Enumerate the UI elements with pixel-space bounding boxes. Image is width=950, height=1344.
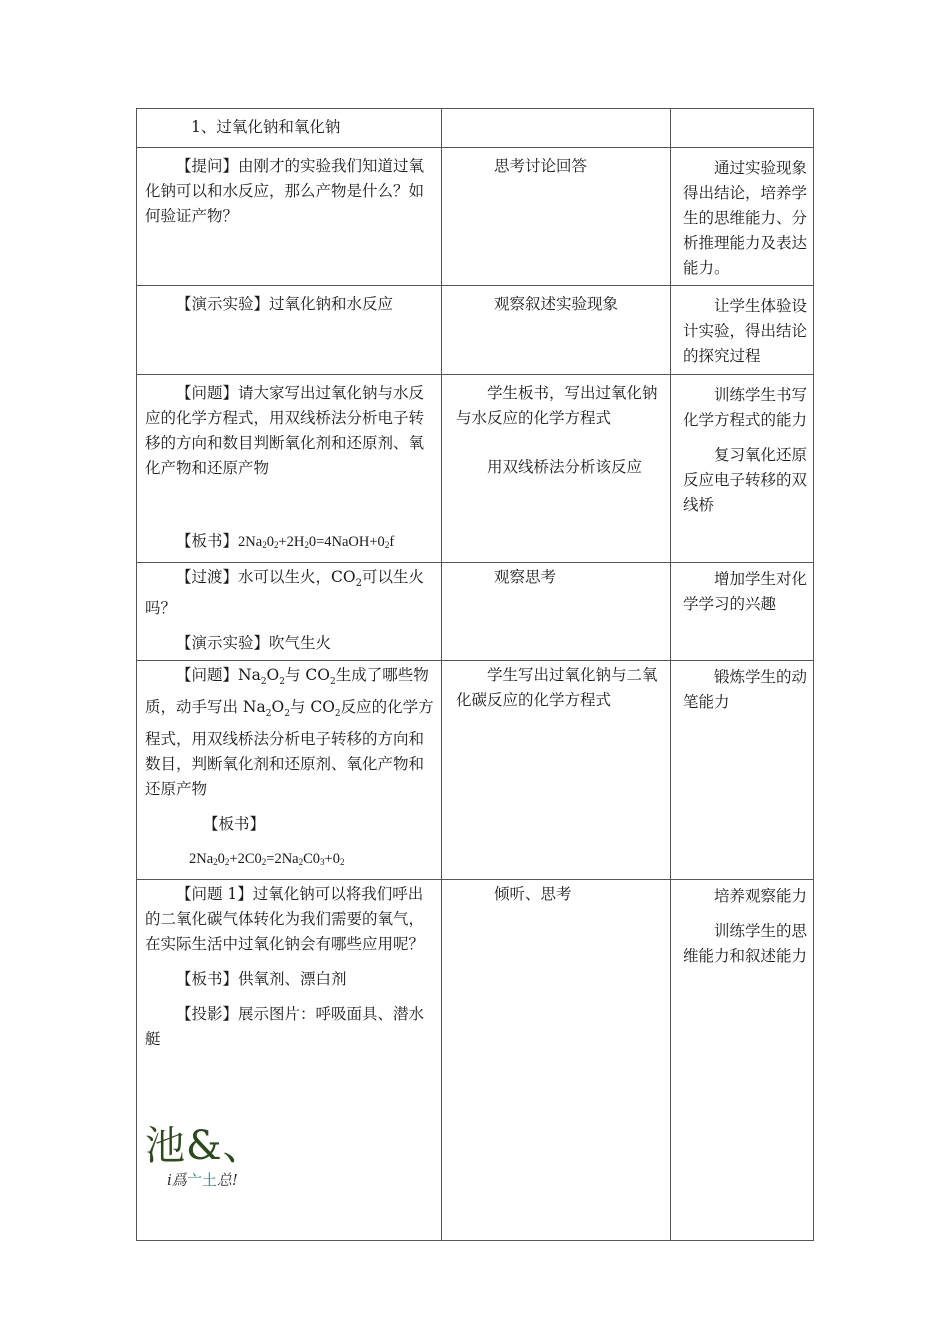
design-intent-cell	[671, 286, 814, 375]
question-text: 【提问】由刚才的实验我们知道过氧化钠可以和水反应，那么产物是什么？如何验证产物？	[145, 157, 425, 225]
table-row	[137, 286, 814, 375]
student-activity-cell	[442, 375, 671, 563]
teacher-activity-cell	[137, 563, 442, 661]
question-text: 【问题】$Na_2O_2$与 $CO_2$生成了哪些物质，动手写出 $Na_2O_2$与 $CO_2$反应的化学方程式，用双线桥法分析电子转移的方向和数目，判断氧化剂和还原剂、氧化产物和还原产物	[145, 666, 434, 799]
design-intent-cell	[671, 148, 814, 286]
student-activity-text: 学生板书，写出过氧化钠与水反应的化学方程式	[456, 384, 658, 427]
equation-na2o2-co2: $2Na_20_2+2C0_2=2Na_2C0_3+0_2$	[189, 851, 345, 868]
student-activity-cell	[442, 109, 671, 148]
student-activity-text: 倾听、思考	[494, 885, 572, 904]
demo-experiment-text: 【演示实验】吹气生火	[176, 634, 332, 653]
board-label: 【板书】	[203, 815, 266, 834]
design-intent-cell	[671, 109, 814, 148]
student-activity-text: 观察叙述实验现象	[494, 295, 619, 313]
design-intent-text: 通过实验现象得出结论，培养学生的思维能力、分析推理能力及表达能力。	[683, 159, 808, 277]
design-intent-text: 训练学生的思维能力和叙述能力	[683, 922, 808, 966]
student-activity-cell	[442, 661, 671, 880]
teacher-activity-cell	[137, 880, 442, 1241]
student-activity-text: 思考讨论回答	[494, 157, 588, 175]
design-intent-text: 培养观察能力	[714, 887, 808, 906]
section-heading: 1、过氧化钠和氧化钠	[191, 118, 341, 136]
teacher-activity-cell	[137, 286, 442, 375]
teacher-activity-cell	[137, 109, 442, 148]
student-activity-text: 观察思考	[494, 568, 557, 586]
board-note: 【板书】供氧剂、漂白剂	[176, 970, 347, 989]
student-activity-cell	[442, 563, 671, 661]
student-activity-cell	[442, 148, 671, 286]
design-intent-text: 增加学生对化学学习的兴趣	[683, 570, 808, 613]
teacher-activity-cell	[137, 661, 442, 880]
table-row	[137, 109, 814, 148]
teacher-activity-cell	[137, 148, 442, 286]
equation-na2o2-h2o: $2Na_20_2+2H_20=4NaOH+0_2f$	[238, 534, 395, 550]
design-intent-text: 复习氧化还原反应电子转移的双线桥	[683, 446, 808, 514]
table-row	[137, 880, 814, 1241]
board-label: 【板书】	[176, 532, 239, 550]
table-row	[137, 661, 814, 880]
design-intent-cell	[671, 563, 814, 661]
design-intent-cell	[671, 375, 814, 563]
handwritten-stamp: 池&、 i爲亠土总!	[145, 1123, 264, 1190]
design-intent-cell	[671, 661, 814, 880]
question-text: 【问题 1】过氧化钠可以将我们呼出的二氧化碳气体转化为我们需要的氧气，在实际生活中过氧化钠会有哪些应用呢？	[145, 885, 425, 954]
demo-experiment-text: 【演示实验】过氧化钠和水反应	[176, 295, 394, 313]
table-row	[137, 148, 814, 286]
teacher-activity-cell	[137, 375, 442, 563]
design-intent-cell	[671, 880, 814, 1241]
table-row	[137, 375, 814, 563]
design-intent-text: 训练学生书写化学方程式的能力	[683, 386, 808, 429]
student-activity-cell	[442, 880, 671, 1241]
design-intent-text: 锻炼学生的动笔能力	[683, 668, 808, 712]
table-row	[137, 563, 814, 661]
board-note	[145, 529, 435, 558]
transition-text: 【过渡】水可以生火，$CO_2$可以生火吗？	[145, 568, 424, 618]
question-text: 【问题】请大家写出过氧化钠与水反应的化学方程式，用双线桥法分析电子转移的方向和数目判断氧化剂和还原剂、氧化产物和还原产物	[145, 384, 425, 477]
design-intent-text: 让学生体验设计实验，得出结论的探究过程	[683, 297, 808, 365]
student-activity-text: 用双线桥法分析该反应	[487, 458, 643, 476]
student-activity-text: 学生写出过氧化钠与二氧化碳反应的化学方程式	[456, 666, 658, 710]
lesson-table	[136, 108, 814, 1241]
student-activity-cell	[442, 286, 671, 375]
projection-note: 【投影】展示图片：呼吸面具、潜水艇	[145, 1005, 425, 1049]
